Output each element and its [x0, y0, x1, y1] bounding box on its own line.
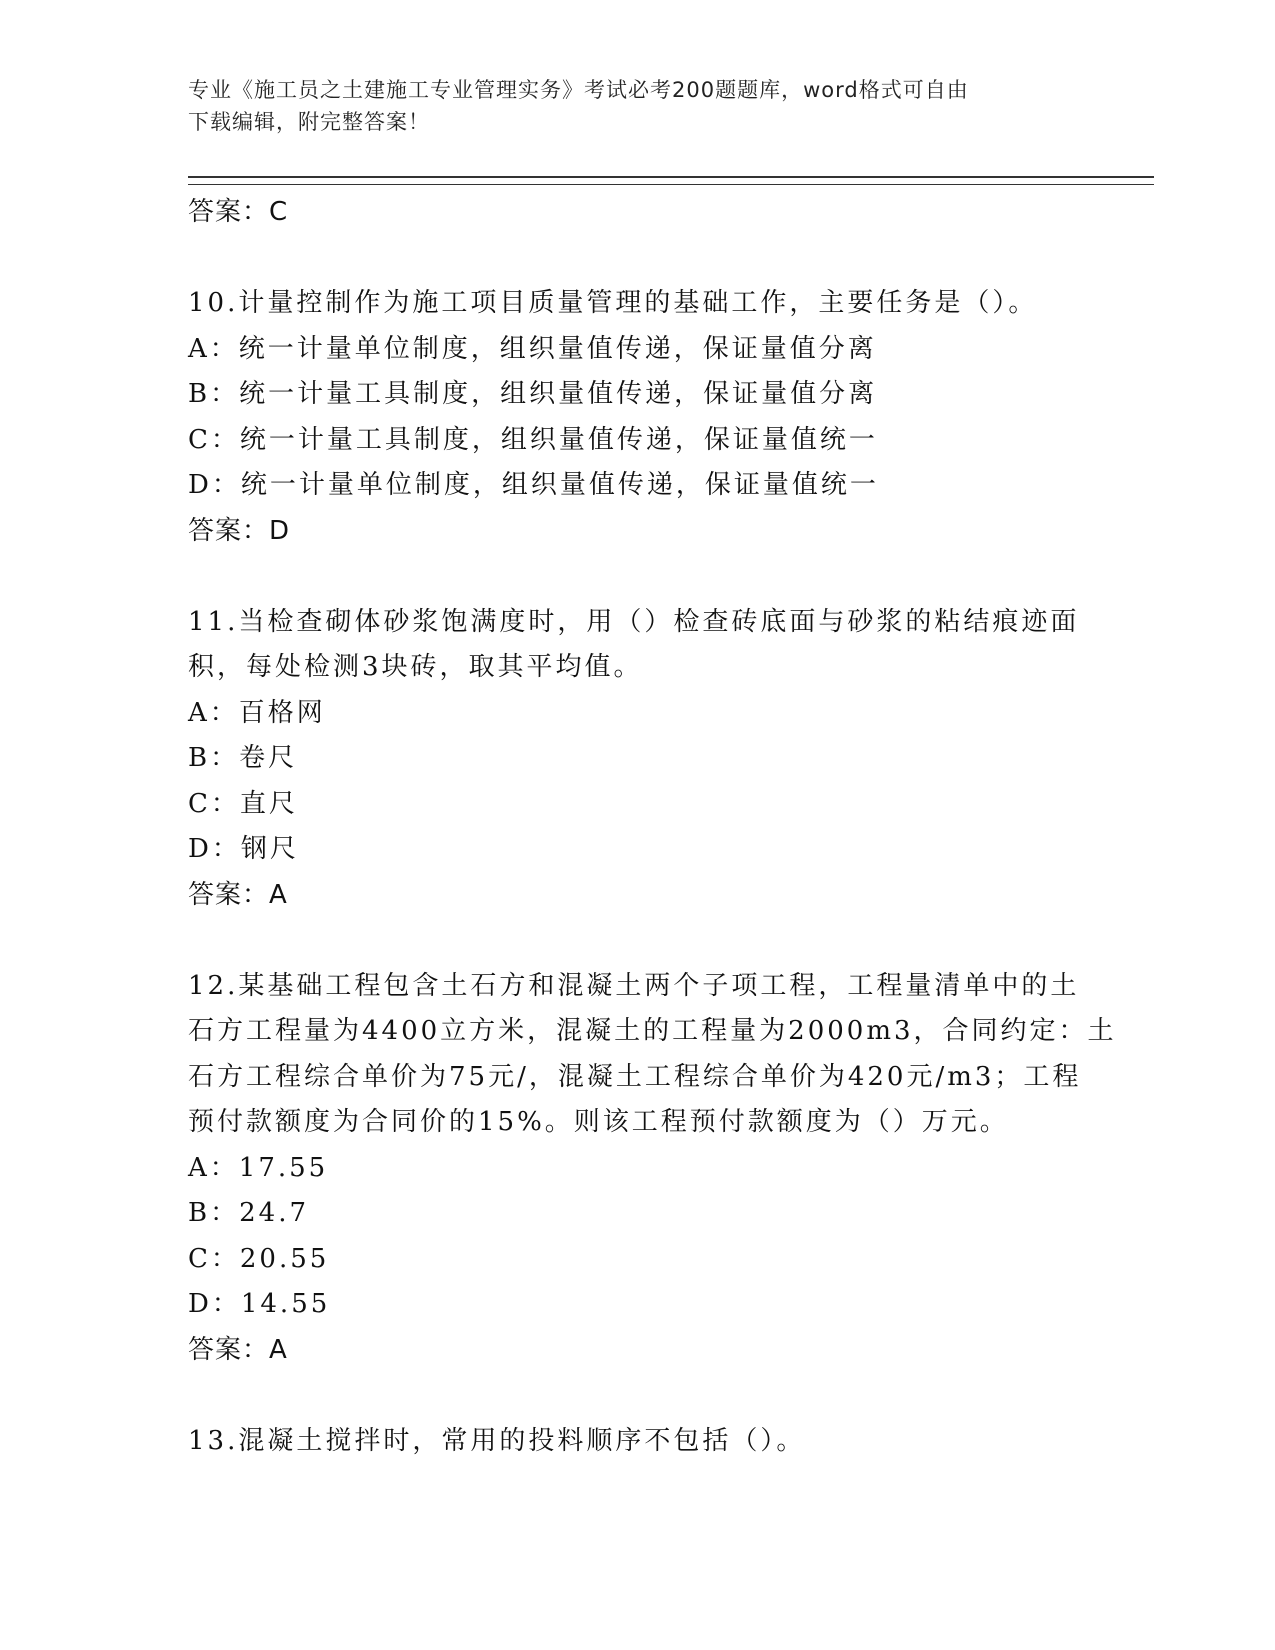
option-c: C：直尺 — [188, 788, 298, 819]
question-stem-line-2: 石方工程量为4400立方米，混凝土的工程量为2000m3，合同约定：土 — [188, 1016, 1117, 1046]
answer-previous: 答案：C — [188, 197, 289, 227]
option-b: B：24.7 — [188, 1198, 309, 1228]
question-stem: 13.混凝土搅拌时，常用的投料顺序不包括（）。 — [188, 1425, 806, 1456]
question-stem: 10.计量控制作为施工项目质量管理的基础工作，主要任务是（）。 — [188, 288, 1038, 318]
answer-label: 答案：D — [188, 515, 291, 546]
header-divider — [188, 176, 1154, 185]
option-d: D：钢尺 — [188, 834, 299, 864]
header-line-1: 专业《施工员之土建施工专业管理实务》考试必考200题题库，word格式可自由 — [188, 78, 969, 102]
document-body — [188, 190, 1117, 1464]
question-stem-line-4: 预付款额度为合同价的15%。则该工程预付款额度为（）万元。 — [188, 1107, 1009, 1137]
spacer — [188, 554, 1088, 600]
question-stem-line-2: 积，每处检测3块砖，取其平均值。 — [188, 652, 643, 682]
option-d: D：14.55 — [188, 1289, 331, 1319]
option-a: A：17.55 — [188, 1152, 329, 1183]
question-13 — [188, 1419, 1088, 1465]
question-11 — [188, 600, 1088, 919]
header-line-2: 下载编辑，附完整答案！ — [188, 110, 430, 134]
option-a: A：百格网 — [188, 697, 326, 728]
question-stem-line-3: 石方工程综合单价为75元/，混凝土工程综合单价为420元/m3；工程 — [188, 1061, 1082, 1092]
option-d: D：统一计量单位制度，组织量值传递，保证量值统一 — [188, 470, 879, 500]
spacer — [188, 918, 1088, 964]
question-stem-line-1: 12.某基础工程包含土石方和混凝土两个子项工程，工程量清单中的土 — [188, 970, 1080, 1001]
page-header — [188, 74, 1088, 138]
option-c: C：统一计量工具制度，组织量值传递，保证量值统一 — [188, 424, 878, 455]
spacer — [188, 236, 1088, 282]
answer-label: 答案：A — [188, 879, 288, 910]
question-10 — [188, 281, 1088, 554]
option-a: A：统一计量单位制度，组织量值传递，保证量值分离 — [188, 333, 877, 364]
question-stem-line-1: 11.当检查砌体砂浆饱满度时，用（）检查砖底面与砂浆的粘结痕迹面 — [188, 606, 1080, 637]
option-b: B：卷尺 — [188, 743, 298, 773]
spacer — [188, 1373, 1088, 1419]
answer-label: 答案：A — [188, 1334, 288, 1365]
option-c: C：20.55 — [188, 1243, 330, 1274]
option-b: B：统一计量工具制度，组织量值传递，保证量值分离 — [188, 379, 878, 409]
question-12 — [188, 964, 1117, 1374]
